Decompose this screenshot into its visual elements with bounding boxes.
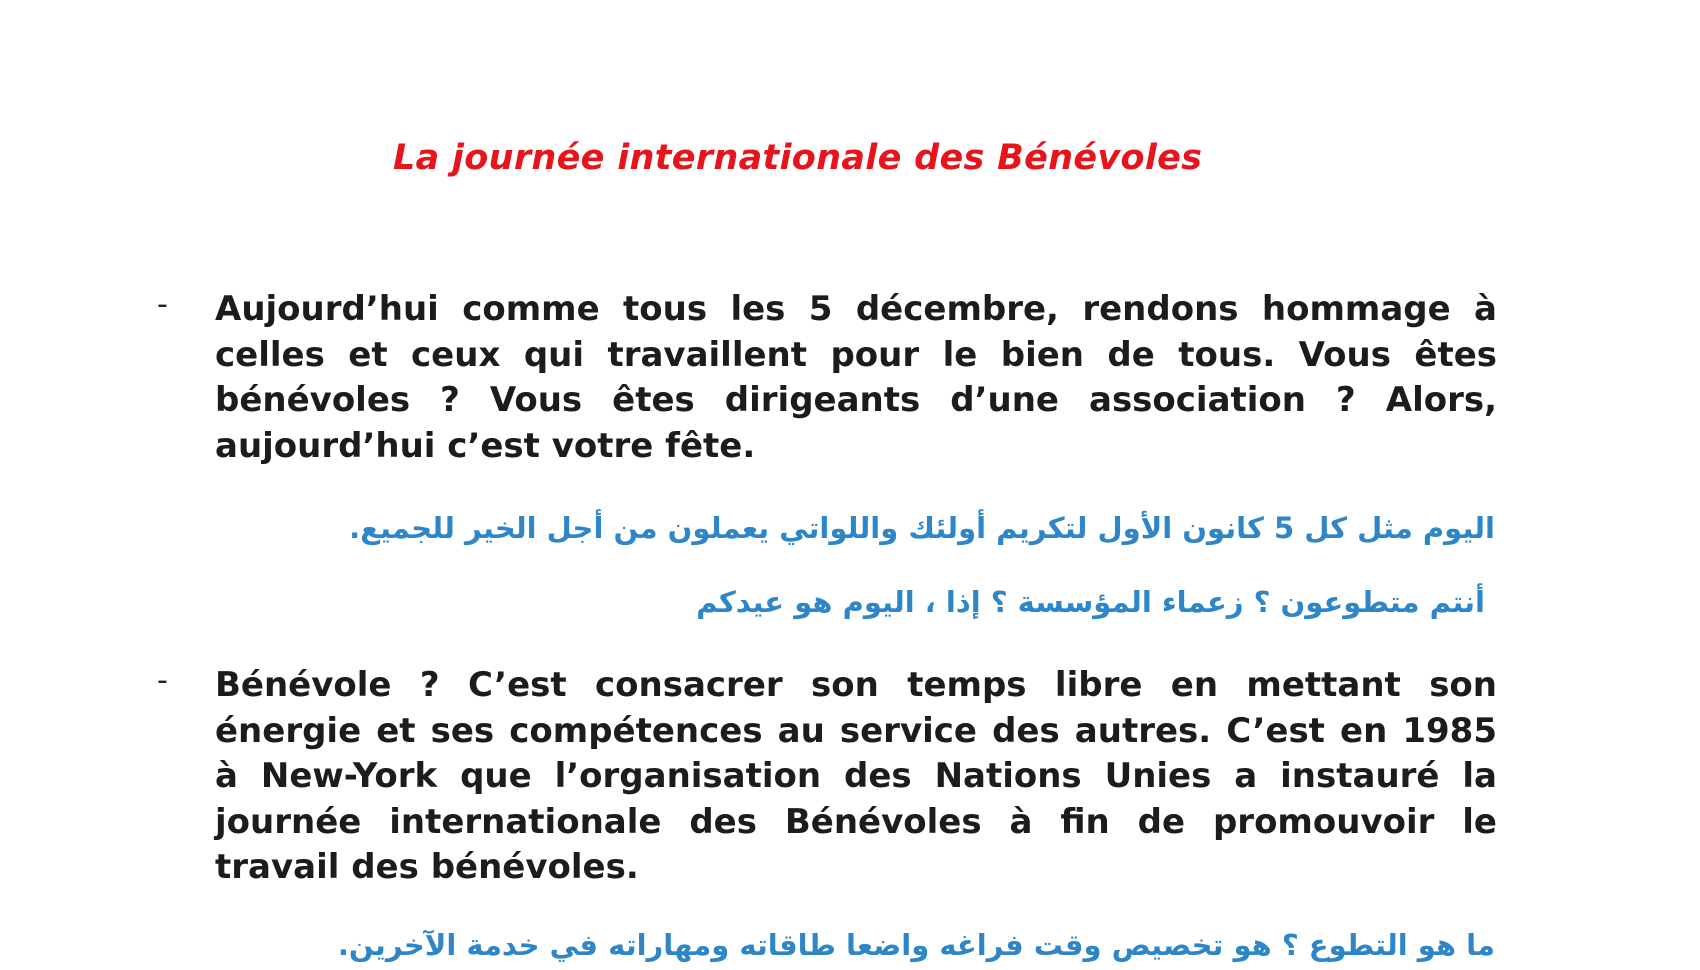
- paragraph-2-arabic-line-1: ما هو التطوع ؟ هو تخصيص وقت فراغه واضعا طاقاته ومهاراته في خدمة الآخرين.: [337, 928, 1495, 962]
- paragraph-1-french: Aujourd’hui comme tous les 5 décembre, rendons hommage à celles et ceux qui travaillent pour le bien de tous. Vous êtes bénévoles ? Vous êtes dirigeants d’une association ? Alors, aujourd’hui c’est votre fête.: [215, 289, 1497, 466]
- bullet-marker: -: [157, 287, 168, 322]
- bullet-marker: -: [157, 663, 168, 698]
- document-title: La journée internationale des Bénévoles: [393, 138, 1203, 178]
- paragraph-1-arabic-line-1: اليوم مثل كل 5 كانون الأول لتكريم أولئك واللواتي يعملون من أجل الخير للجميع.: [349, 511, 1495, 545]
- paragraph-1-arabic-line-2: أنتم متطوعون ؟ زعماء المؤسسة ؟ إذا ، اليوم هو عيدكم: [696, 585, 1485, 619]
- paragraph-2-french: Bénévole ? C’est consacrer son temps libre en mettant son énergie et ses compétences au service des autres. C’est en 1985 à New-York que l’organisation des Nations Unies a instauré la journée internationale des Bénévoles à fin de promouvoir le travail des bénévoles.: [215, 665, 1497, 887]
- paragraph-2: [157, 663, 1497, 891]
- paragraph-1: [157, 287, 1497, 469]
